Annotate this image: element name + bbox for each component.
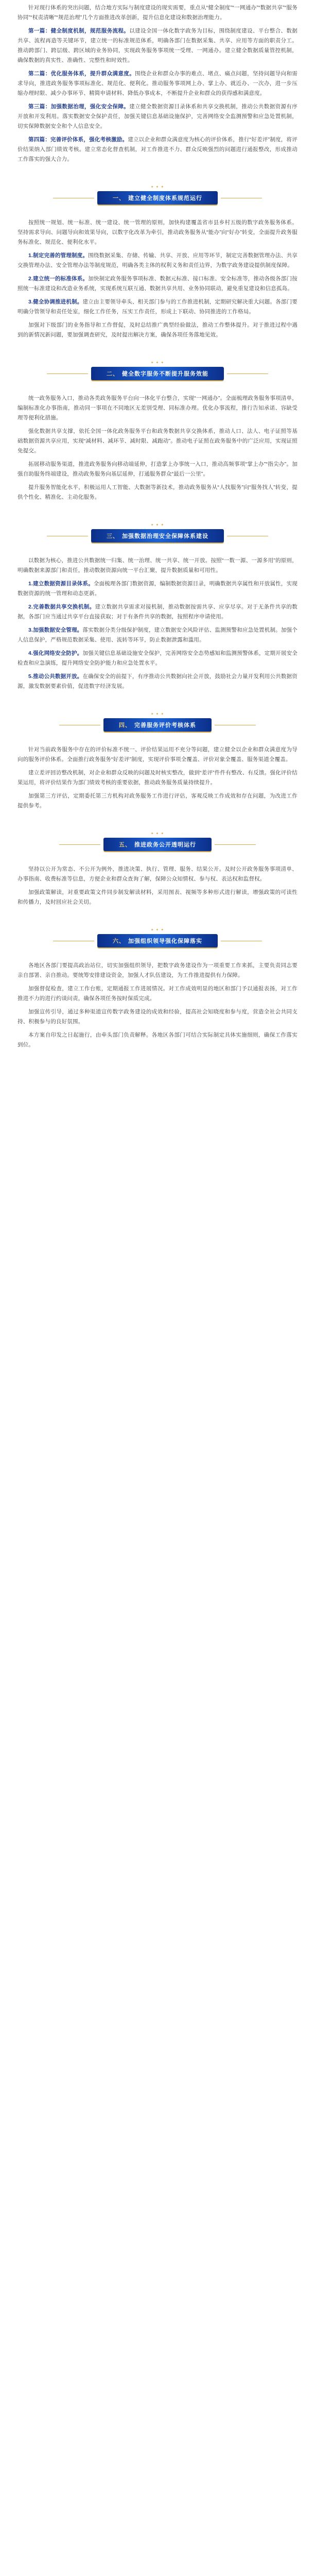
paragraph-text: 建立数据共享需求对接机制，推动数据按需共享、应享尽享。对于无条件共享的数据，各部门应当通过共享平台直接获取；对于有条件共享的数据，按照程序申请使用。 (18, 604, 297, 620)
banner-decoration: ✦ ✦ ✦ (150, 928, 165, 932)
paragraph-lead: 第二篇：优化服务体系，提升群众满意度。 (28, 71, 135, 77)
paragraph (18, 984, 297, 1004)
section-header (18, 712, 297, 732)
banner-decoration: ✦ ✦ ✦ (150, 713, 165, 716)
section-title: 加强数据治理安全保障体系建设 (122, 533, 208, 539)
paragraph-text: 加强督促检查，建立工作台账，定期通报工作进展情况。对工作成效明显的地区和部门予以通报表扬，对工作推进不力的进行约谈问责，确保各项任务按时保质完成。 (18, 986, 297, 1002)
section-header (18, 361, 297, 380)
paragraph-lead: 2.完善数据共享交换机制。 (28, 604, 95, 610)
paragraph (18, 460, 297, 479)
section-title: 推进政务公开透明运行 (134, 842, 196, 848)
paragraph-text: 各地区各部门要提高政治站位，切实加强组织领导，把数字政务建设作为一项重要工作来抓，主要负责同志要亲自部署、亲自推动。要统筹安排建设资金，加强人才队伍建设，为工作推进提供有力保障。 (18, 962, 297, 978)
paragraph (18, 672, 297, 691)
section-title-banner (103, 838, 212, 851)
section-title-banner (91, 367, 224, 380)
paragraph (18, 1007, 297, 1027)
paragraph (18, 394, 297, 423)
paragraph (18, 602, 297, 622)
section-number: 四、 (119, 722, 131, 728)
paragraph (18, 625, 297, 645)
section-number: 五、 (119, 842, 131, 848)
banner-decoration: ✦ ✦ ✦ (150, 361, 165, 365)
paragraph-text: 以数据为核心，推进公共数据统一归集、统一治理、统一共享、统一开放。按照“一数一源、一源多用”的原则，明确数据来源部门和责任，推动数据资源向统一平台汇聚，提升数据质量和可用性。 (18, 557, 297, 573)
banner-decoration: ✦ ✦ ✦ (150, 832, 165, 836)
paragraph-text: 加强第三方评估，定期委托第三方机构对政务服务工作进行评估，客观反映工作成效和存在问题，为改进工作提供参考。 (18, 793, 297, 809)
paragraph-text: 强化数据共享支撑，依托全国一体化政务服务平台和政务数据共享交换体系，推动人口、法人、电子证照等基础数据资源共享应用，实现“减材料、减环节、减时限、减跑动”。推动电子证照在政务服务中的广泛应用，实现证照免提交。 (18, 428, 297, 454)
paragraph (18, 274, 297, 294)
paragraph-lead: 1.建立数据资源目录体系。 (28, 581, 94, 587)
section-title: 健全数字服务不断提升服务效能 (122, 371, 208, 377)
paragraph-text: 建立差评回访整改机制，对企业和群众反映的问题及时核实整改，做到“差评”件件有整改、有反馈。强化评价结果运用，将评价结果作为部门绩效考核的重要依据，推动政务服务质量持续提升。 (18, 770, 297, 786)
section (18, 361, 297, 502)
paragraph-text: 针对当前政务服务中存在的评价标准不统一、评价结果运用不充分等问题，建立健全以企业和群众满意度为导向的服务评价体系。全面推行政务服务“好差评”制度，实现评价事项全覆盖、评价对象全覆盖、服务渠道全覆盖。 (18, 747, 297, 762)
paragraph (18, 135, 297, 164)
section-number: 一、 (113, 195, 125, 201)
paragraph-text: 加强关键信息基础设施安全保护，完善网络安全态势感知和监测预警体系，定期开展安全检查和应急演练，提升网络安全防护能力和应急处置水平。 (18, 650, 297, 666)
paragraph-text: 建立以企业和群众满意度为核心的评价体系，推行“好差评”制度，将评价结果纳入部门绩效考核。建立常态化督查机制，对工作推进不力、群众反映强烈的问题进行通报整改，形成推动工作落实的强大合力。 (18, 137, 297, 162)
paragraph-text: 统一政务服务入口，推动各类政务服务平台向一体化平台整合，实现“一网通办”。全面梳理政务服务事项清单，编制标准化办事指南，推动同一事项在不同地区无差别受理、同标准办理。优化办事流程，推行告知承诺、容缺受理等便利化措施。 (18, 395, 297, 421)
section-title: 加强组织领导强化保障落实 (128, 938, 202, 944)
paragraph (18, 427, 297, 456)
paragraph (18, 69, 297, 98)
section-header (18, 523, 297, 543)
section (18, 185, 297, 340)
section (18, 523, 297, 691)
paragraph-lead: 第一篇：健全制度机制，规范服务流程。 (28, 28, 130, 34)
section (18, 832, 297, 907)
section (18, 712, 297, 811)
paragraph-text: 落实数据分类分级保护制度，建立数据安全风险评估、监测预警和应急处置机制。加强个人信息保护，严格规范数据采集、使用、流转等环节，防止数据泄露和滥用。 (18, 627, 297, 643)
paragraph-lead: 第三篇：加强数据治理，强化安全保障。 (28, 104, 130, 110)
section-title: 完善服务评价考核体系 (134, 722, 196, 728)
paragraph (18, 102, 297, 131)
section-header (18, 185, 297, 205)
paragraph-lead: 5.推动公共数据开放。 (28, 673, 83, 680)
paragraph-text: 加快制定政务服务事项标准、数据元标准、接口标准、安全标准等，推动各级各部门按照统一标准建设和改造业务系统，实现系统互联互通、数据共享共用、业务协同联动，避免重复建设和信息孤岛。 (18, 276, 297, 292)
paragraph (18, 1030, 297, 1050)
section-title-banner (103, 718, 212, 732)
paragraph (18, 888, 297, 907)
section-header (18, 928, 297, 947)
paragraph (18, 649, 297, 668)
paragraph (18, 556, 297, 575)
paragraph-text: 建立健全数据资源目录体系和共享交换机制，推动公共数据资源有序开放和开发利用。落实数据安全保护责任，加强关键信息基础设施保护，完善网络安全监测预警和应急处置机制，切实保障数据安全和个人信息安全。 (18, 104, 297, 129)
paragraph-lead: 4.强化网络安全防护。 (28, 650, 83, 656)
section-title-banner (97, 934, 218, 947)
paragraph-text: 围绕企业和群众办事的难点、堵点、痛点问题，坚持问题导向和需求导向，推进政务服务事项标准化、规范化、便利化。推动服务事项网上办、掌上办、就近办、一次办，进一步压缩办理时限、减少办事环节、精简申请材料、降低办事成本，不断提升企业和群众的获得感和满意度。 (18, 71, 297, 96)
paragraph (18, 26, 297, 65)
section-title: 建立健全制度体系规范运行 (128, 195, 202, 201)
paragraph (18, 791, 297, 811)
paragraph-lead: 3.健全协调推进机制。 (28, 299, 83, 305)
section-header (18, 832, 297, 851)
paragraph-text: 建立由主要领导牵头、相关部门参与的工作推进机制，定期研究解决重大问题。各部门要明确分管领导和责任处室，细化工作任务，压实工作责任，形成上下联动、协同推进的工作格局。 (18, 299, 297, 315)
paragraph-text: 全面梳理各部门数据资源，编制数据资源目录，明确数据共享属性和开放属性，实现数据资源的统一管理和动态更新。 (18, 581, 297, 597)
paragraph (18, 3, 297, 23)
paragraph (18, 745, 297, 765)
paragraph (18, 251, 297, 270)
paragraph (18, 320, 297, 340)
intro-block (18, 0, 297, 164)
paragraph-text: 在确保安全的前提下，有序推动公共数据向社会开放，鼓励社会力量开发利用公共数据资源，激发数据要素价值，促进数字经济发展。 (18, 673, 297, 689)
paragraph (18, 961, 297, 980)
paragraph (18, 768, 297, 788)
paragraph-text: 以建设全国一体化数字政务为目标，围绕制度建设、平台整合、数据共享、流程再造等关键环节，建立统一的标准规范体系，明确各部门在数据采集、共享、应用等方面的职责分工。推动跨部门、跨层级、跨区域的业务协同，实现政务服务事项统一受理、一网通办。建立健全数据质量管控机制，确保数据的真实性、准确性、完整性和时效性。 (18, 28, 297, 63)
paragraph-lead: 第四篇：完善评价体系，强化考核激励。 (28, 137, 128, 143)
paragraph-text: 提升服务智能化水平，积极运用人工智能、大数据等新技术，推动政务服务从“人找服务”向“服务找人”转变，提供个性化、精准化、主动化服务。 (18, 484, 297, 500)
paragraph-text: 本方案自印发之日起施行，由牵头部门负责解释。各地区各部门可结合实际制定具体实施细则，确保工作落实到位。 (18, 1032, 297, 1048)
banner-decoration: ✦ ✦ ✦ (150, 523, 165, 527)
paragraph-text: 针对现行体系的突出问题，结合地方实际与制度建设的现实需要，重点从“健全制度”“一网通办”“数据共享”“服务协同”“权责清晰”“规范治理”几个方面推进改革创新，提升信息化建设和数据治理能力。 (18, 5, 297, 21)
paragraph (18, 297, 297, 317)
paragraph-text: 拓展移动服务渠道，推进政务服务向移动端延伸，打造掌上办事统一入口，推动高频事项“掌上办”“指尖办”。加强自助服务终端建设，推动政务服务向基层延伸，打通服务群众“最后一公里”。 (18, 461, 297, 477)
paragraph (18, 865, 297, 884)
section (18, 928, 297, 1050)
paragraph (18, 483, 297, 502)
paragraph-text: 坚持以公开为常态、不公开为例外，推进决策、执行、管理、服务、结果公开。及时公开政务服务事项清单、办事指南、收费标准等信息，方便企业和群众查询了解，保障公众知情权、参与权、表达权和监督权。 (18, 866, 297, 882)
paragraph-text: 加强宣传引导，通过多种渠道宣传数字政务建设的成效和经验，提高社会知晓度和参与度，营造全社会共同支持、积极参与的良好氛围。 (18, 1009, 297, 1025)
banner-decoration: ✦ ✦ ✦ (150, 185, 165, 189)
paragraph-lead: 1.制定完善的管理制度。 (28, 252, 89, 259)
footer-spacer (18, 1054, 297, 1069)
paragraph (18, 218, 297, 247)
paragraph (18, 579, 297, 599)
sections-container (18, 185, 297, 1050)
paragraph-text: 围绕数据采集、存储、传输、共享、开放、应用等环节，制定完善数据管理办法、共享交换管理办法、安全管理办法等制度规范，明确各类主体的权利义务和责任边界，为数字政务建设提供制度保障。 (18, 252, 297, 268)
paragraph-lead: 3.加强数据安全管理。 (28, 627, 83, 633)
section-title-banner (97, 191, 218, 205)
section-number: 三、 (107, 533, 119, 539)
section-title-banner (91, 529, 224, 543)
paragraph-text: 按照统一规划、统一标准、统一建设、统一管理的原则，加快构建覆盖省市县乡村五级的数字政务服务体系。坚持需求导向、问题导向和效果导向，以数字化改革为牵引，推动政务服务从“能办”向“好办”转变，全面提升政务服务标准化、规范化、便利化水平。 (18, 219, 297, 245)
paragraph-lead: 2.建立统一的标准体系。 (28, 276, 89, 282)
section-number: 二、 (107, 371, 119, 377)
paragraph-text: 加强对下级部门的业务指导和工作督促，及时总结推广典型经验做法，推动工作整体提升。对于推进过程中遇到的新情况新问题，要加强调查研究，及时提出解决方案，确保各项任务落地见效。 (18, 322, 297, 338)
paragraph-text: 加强政策解读，对重要政策文件同步制发解读材料，采用图表、视频等多种形式进行解读，增强政策的可读性和传播力，及时回应社会关切。 (18, 889, 297, 905)
section-number: 六、 (113, 938, 125, 944)
